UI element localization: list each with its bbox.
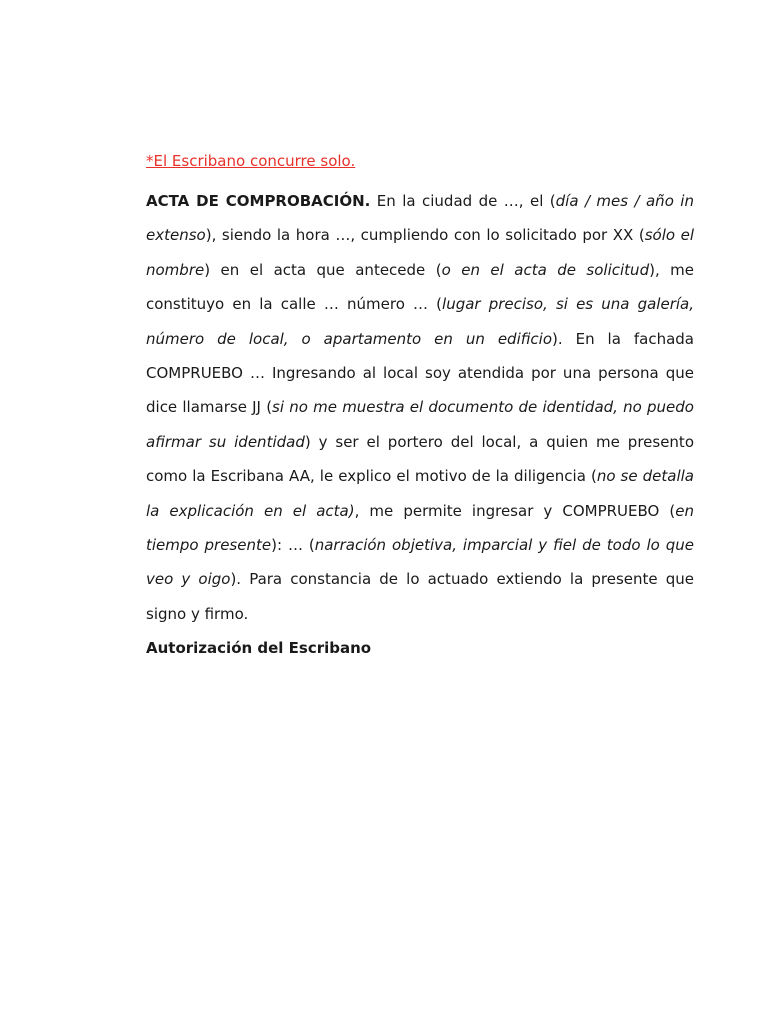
note-line: *El Escribano concurre solo. (146, 152, 356, 170)
seg-15: narración objetiva, imparcial y fiel de todo lo que veo y oigo (146, 536, 694, 589)
seg-2: ), siendo la hora …, cumpliendo con lo solicitado por XX ( (205, 226, 645, 245)
acta-title: ACTA DE COMPROBACIÓN. (146, 192, 371, 210)
acta-paragraph (146, 184, 694, 631)
seg-4: ) en el acta que antecede ( (204, 260, 442, 279)
closing-line: Autorización del Escribano (146, 639, 372, 658)
seg-10: ) y ser el portero del local, a quien me presento como la Escribana AA, le explico el motivo de la diligencia ( (146, 432, 694, 486)
seg-12: , me permite ingresar y COMPRUEBO ( (354, 501, 676, 520)
seg-16: ). Para constancia de lo actuado extiendo la presente que signo y firmo. (146, 570, 694, 623)
seg-3: sólo el nombre (146, 226, 694, 279)
document-page (146, 150, 694, 665)
seg-1: día / mes / año in extenso (146, 192, 694, 245)
seg-5: o en el acta de solicitud (441, 260, 650, 279)
seg-11: no se detalla la explicación en el acta) (146, 467, 694, 520)
seg-8: ). En la fachada COMPRUEBO … Ingresando al local soy atendida por una persona que dice llamarse JJ ( (146, 329, 694, 417)
seg-13: en tiempo presente (146, 501, 694, 555)
seg-6: ), me constituyo en la calle … número … ( (146, 260, 695, 314)
seg-7: lugar preciso, si es una galería, número de local, o apartamento en un edificio (146, 295, 695, 348)
seg-9: si no me muestra el documento de identidad, no puedo afirmar su identidad (146, 398, 694, 451)
seg-0: En la ciudad de …, el ( (370, 192, 556, 210)
seg-14: ): … ( (271, 536, 315, 555)
